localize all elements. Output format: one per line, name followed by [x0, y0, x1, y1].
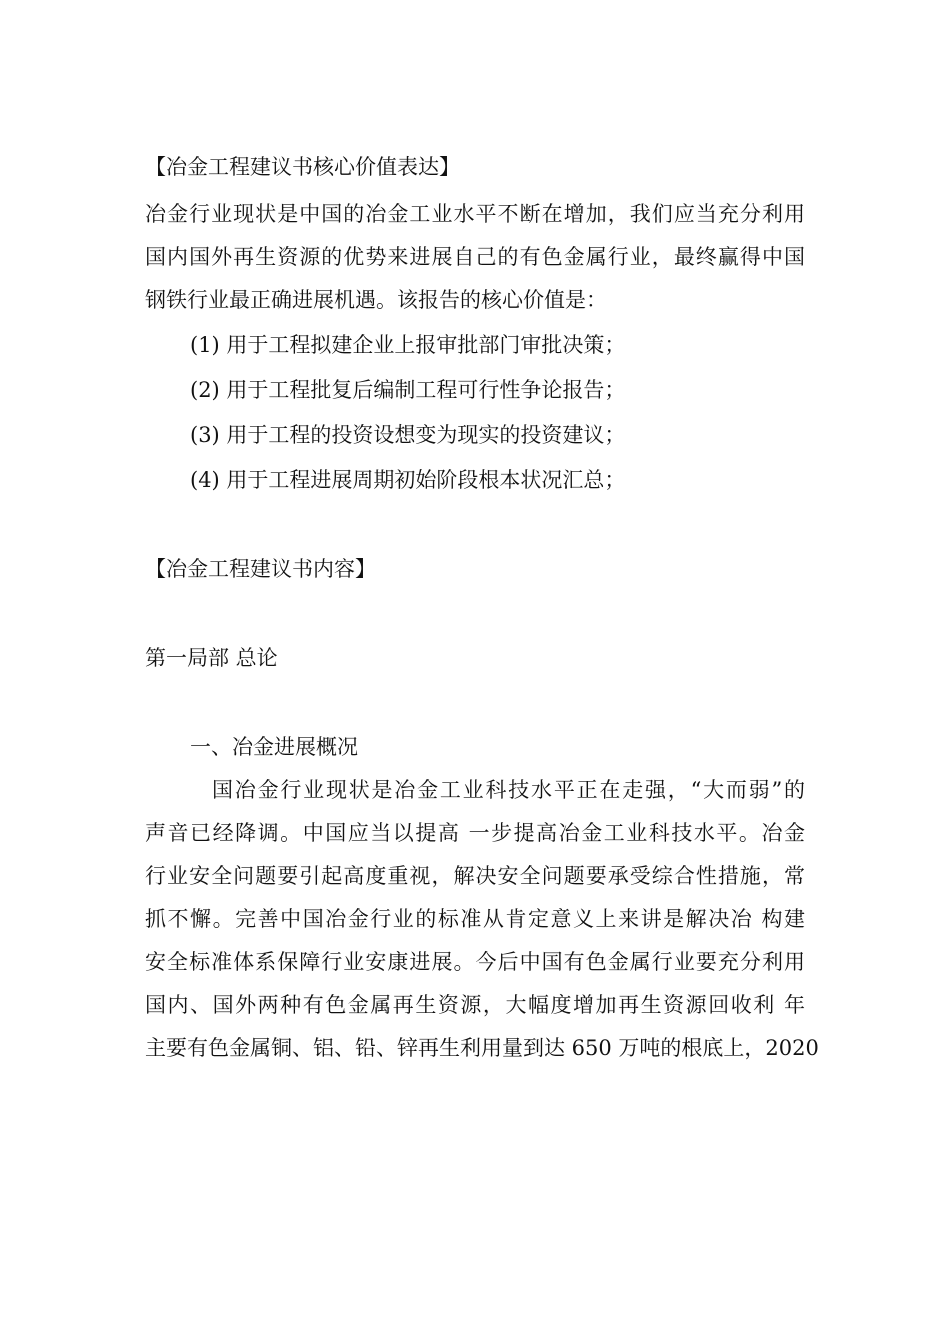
- paragraph-line-6: 国内、国外两种有色金属再生资源，大幅度增加再生资源回收利 年: [145, 993, 805, 1017]
- intro-line-2: 国内国外再生资源的优势来进展自己的有色金属行业，最终赢得中国: [145, 245, 805, 269]
- paragraph-line-1: 国冶金行业现状是冶金工业科技水平正在走强，“大而弱”的: [212, 778, 805, 802]
- paragraph-line-4: 抓不懈。完善中国冶金行业的标准从肯定意义上来讲是解决冶 构建: [145, 907, 805, 931]
- sub-title: 一、冶金进展概况: [190, 735, 358, 759]
- paragraph-line-2: 声音已经降调。中国应当以提高 一步提高冶金工业科技水平。冶金: [145, 821, 805, 845]
- intro-line-1: 冶金行业现状是中国的冶金工业水平不断在增加，我们应当充分利用: [145, 202, 805, 226]
- paragraph-line-7: 主要有色金属铜、铝、铅、锌再生利用量到达 650 万吨的根底上，2020: [145, 1036, 819, 1060]
- list-item-3: (3) 用于工程的投资设想变为现实的投资建议；: [190, 423, 626, 447]
- section-heading-contents: 【冶金工程建议书内容】: [145, 557, 376, 581]
- intro-line-3: 钢铁行业最正确进展机遇。该报告的核心价值是：: [145, 288, 607, 312]
- section-heading-core-value: 【冶金工程建议书核心价值表达】: [145, 155, 460, 179]
- paragraph-line-3: 行业安全问题要引起高度重视，解决安全问题要承受综合性措施，常: [145, 864, 805, 888]
- list-item-4: (4) 用于工程进展周期初始阶段根本状况汇总；: [190, 468, 626, 492]
- part-title: 第一局部 总论: [145, 646, 278, 670]
- list-item-1: (1) 用于工程拟建企业上报审批部门审批决策；: [190, 333, 626, 357]
- paragraph-line-5: 安全标准体系保障行业安康进展。今后中国有色金属行业要充分利用: [145, 950, 805, 974]
- list-item-2: (2) 用于工程批复后编制工程可行性争论报告；: [190, 378, 626, 402]
